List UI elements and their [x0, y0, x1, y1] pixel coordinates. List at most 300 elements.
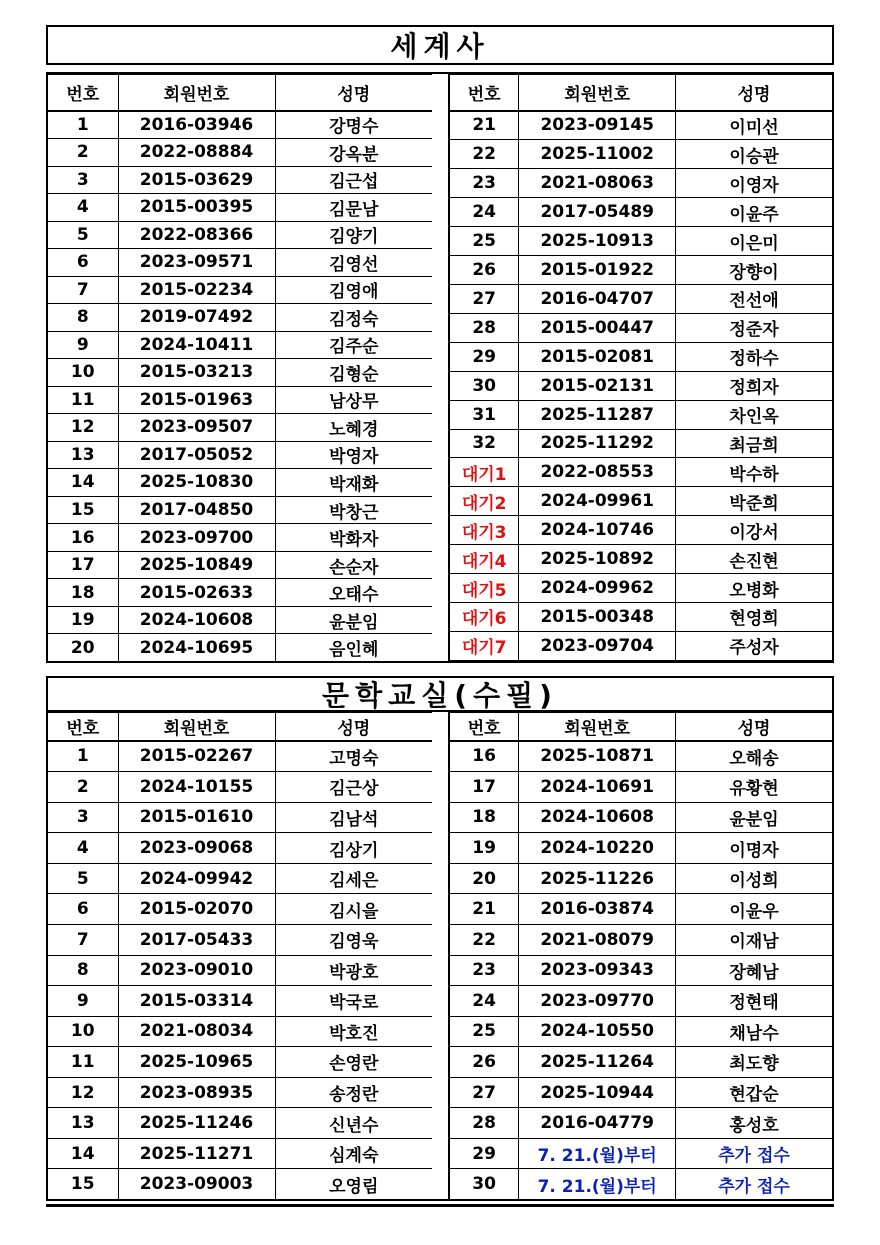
member-number: 2015-02633: [118, 579, 275, 607]
table-row: [449, 631, 832, 660]
row-number: 25: [449, 227, 519, 256]
row-number: 8: [48, 304, 118, 332]
member-number: 2025-10913: [519, 227, 676, 256]
table-row: [449, 285, 832, 314]
table-row: [48, 194, 432, 222]
row-number: 대기2: [449, 487, 519, 516]
row-number: 1: [48, 111, 118, 139]
row-number: 7: [48, 924, 118, 955]
member-number: 2021-08063: [519, 169, 676, 198]
member-name: 이미선: [676, 111, 832, 140]
member-name: 김문남: [275, 194, 432, 222]
table-row: [48, 802, 432, 833]
row-number: 대기6: [449, 602, 519, 631]
table-row: [449, 256, 832, 285]
row-number: 20: [48, 634, 118, 661]
member-number: 2025-11226: [519, 863, 676, 894]
table-row: [449, 342, 832, 371]
table-row: [48, 111, 432, 139]
table-row: [449, 140, 832, 169]
member-name: 박창근: [275, 496, 432, 524]
member-number: 2015-02081: [519, 342, 676, 371]
member-name: 음인혜: [275, 634, 432, 661]
member-name: 심계숙: [275, 1138, 432, 1169]
member-name: 현갑순: [676, 1077, 832, 1108]
row-number: 5: [48, 863, 118, 894]
table-row: [48, 741, 432, 772]
member-number: 2015-01963: [118, 386, 275, 414]
member-number: 2024-09961: [519, 487, 676, 516]
row-number: 23: [449, 169, 519, 198]
column-header: 번호: [449, 75, 519, 111]
row-number: 30: [449, 1169, 519, 1199]
member-number: 2015-00447: [519, 313, 676, 342]
column-header: 성명: [275, 713, 432, 741]
row-number: 대기7: [449, 631, 519, 660]
column-header: 회원번호: [519, 713, 676, 741]
member-number: 2023-09010: [118, 955, 275, 986]
member-number: 2025-11264: [519, 1047, 676, 1078]
member-name: 김양기: [275, 221, 432, 249]
member-number: 2025-10892: [519, 545, 676, 574]
row-number: 27: [449, 285, 519, 314]
section1-title: 세계사: [46, 25, 834, 65]
row-number: 9: [48, 331, 118, 359]
table-row: [48, 166, 432, 194]
member-name: 장향이: [676, 256, 832, 285]
table-row: [449, 1016, 832, 1047]
member-name: 김근섭: [275, 166, 432, 194]
member-number: 2015-00395: [118, 194, 275, 222]
member-name: 정준자: [676, 313, 832, 342]
member-number: 2017-05433: [118, 924, 275, 955]
column-header: 번호: [48, 713, 118, 741]
member-name: 손영란: [275, 1047, 432, 1078]
member-number: 2015-03629: [118, 166, 275, 194]
row-number: 12: [48, 1077, 118, 1108]
row-number: 14: [48, 1138, 118, 1169]
row-number: 12: [48, 414, 118, 442]
member-name: 이윤우: [676, 894, 832, 925]
member-number: 2023-09507: [118, 414, 275, 442]
row-number: 22: [449, 140, 519, 169]
member-name: 현영희: [676, 602, 832, 631]
row-number: 19: [48, 606, 118, 634]
member-number: 2015-02234: [118, 276, 275, 304]
table-row: [449, 955, 832, 986]
row-number: 4: [48, 833, 118, 864]
row-number: 18: [48, 579, 118, 607]
member-name: 추가 접수: [676, 1138, 832, 1169]
row-number: 7: [48, 276, 118, 304]
table-row: [449, 1138, 832, 1169]
row-number: 4: [48, 194, 118, 222]
member-name: 오영림: [275, 1169, 432, 1199]
table-row: [48, 139, 432, 167]
member-number: 2016-03946: [118, 111, 275, 139]
member-name: 주성자: [676, 631, 832, 660]
section2-title: 문학교실(수필): [46, 676, 834, 712]
table-row: [48, 1169, 432, 1199]
member-name: 박화자: [275, 524, 432, 552]
member-number: 2023-09343: [519, 955, 676, 986]
table-row: [48, 249, 432, 277]
section2-table: [46, 710, 834, 1201]
member-number: 2024-10746: [519, 516, 676, 545]
member-number: 2025-11287: [519, 400, 676, 429]
table-row: [449, 400, 832, 429]
member-number: 2021-08034: [118, 1016, 275, 1047]
member-number: 2024-10220: [519, 833, 676, 864]
member-name: 장혜남: [676, 955, 832, 986]
table-row: [48, 863, 432, 894]
table-row: [48, 359, 432, 387]
table-row: [48, 634, 432, 661]
member-number: 2017-05489: [519, 198, 676, 227]
member-name: 정희자: [676, 371, 832, 400]
member-number: 7. 21.(월)부터: [519, 1169, 676, 1199]
row-number: 17: [449, 772, 519, 803]
member-number: 2022-08553: [519, 458, 676, 487]
row-number: 16: [449, 741, 519, 772]
member-number: 2019-07492: [118, 304, 275, 332]
row-number: 24: [449, 198, 519, 227]
table-row: [48, 221, 432, 249]
member-number: 2024-10608: [519, 802, 676, 833]
table-row: [48, 606, 432, 634]
member-name: 손진현: [676, 545, 832, 574]
column-header: 성명: [676, 75, 832, 111]
member-number: 2023-09700: [118, 524, 275, 552]
member-name: 유황현: [676, 772, 832, 803]
row-number: 대기5: [449, 574, 519, 603]
row-number: 26: [449, 256, 519, 285]
member-number: 2015-02070: [118, 894, 275, 925]
row-number: 32: [449, 429, 519, 458]
table-row: [48, 955, 432, 986]
row-number: [449, 660, 519, 661]
member-name: 이승관: [676, 140, 832, 169]
column-header: 성명: [275, 75, 432, 111]
row-number: 17: [48, 551, 118, 579]
row-number: 16: [48, 524, 118, 552]
bottom-rule: [46, 1204, 834, 1207]
member-number: 2017-05052: [118, 441, 275, 469]
member-name: 신년수: [275, 1108, 432, 1139]
row-number: 대기1: [449, 458, 519, 487]
member-name: 김영욱: [275, 924, 432, 955]
member-name: 김영애: [275, 276, 432, 304]
table-row: [449, 111, 832, 140]
row-number: 26: [449, 1047, 519, 1078]
table-row: [48, 772, 432, 803]
member-name: 강옥분: [275, 139, 432, 167]
member-number: 2022-08366: [118, 221, 275, 249]
row-number: 21: [449, 111, 519, 140]
row-number: 28: [449, 313, 519, 342]
member-name: 이윤주: [676, 198, 832, 227]
member-name: 남상무: [275, 386, 432, 414]
section1-table: [46, 72, 834, 663]
member-number: 2025-10871: [519, 741, 676, 772]
section2-right-table: [448, 712, 832, 1199]
table-row: [449, 429, 832, 458]
column-header: 회원번호: [519, 75, 676, 111]
table-row: [449, 924, 832, 955]
table-row: [48, 276, 432, 304]
row-number: 31: [449, 400, 519, 429]
table-row: [449, 894, 832, 925]
section1-right-table: [448, 74, 832, 661]
member-name: 이명자: [676, 833, 832, 864]
member-number: 2015-03213: [118, 359, 275, 387]
table-row: [48, 469, 432, 497]
table-row: [48, 496, 432, 524]
member-name: 정현태: [676, 986, 832, 1017]
table-row: [449, 458, 832, 487]
table-row: [48, 894, 432, 925]
table-row: [48, 1138, 432, 1169]
row-number: 10: [48, 1016, 118, 1047]
member-number: 2025-10965: [118, 1047, 275, 1078]
table-row: [48, 1077, 432, 1108]
member-number: 2025-11271: [118, 1138, 275, 1169]
table-row: [48, 986, 432, 1017]
member-name: 송정란: [275, 1077, 432, 1108]
row-number: 30: [449, 371, 519, 400]
table-row: [449, 863, 832, 894]
member-name: 채남수: [676, 1016, 832, 1047]
table-row: [449, 802, 832, 833]
member-name: 김시을: [275, 894, 432, 925]
table-row: [48, 1016, 432, 1047]
row-number: 18: [449, 802, 519, 833]
member-number: 2015-03314: [118, 986, 275, 1017]
member-name: 손순자: [275, 551, 432, 579]
row-number: 29: [449, 1138, 519, 1169]
member-number: 2024-10550: [519, 1016, 676, 1047]
member-name: 윤분임: [676, 802, 832, 833]
member-name: 박영자: [275, 441, 432, 469]
member-number: 2025-10849: [118, 551, 275, 579]
member-number: 2016-04779: [519, 1108, 676, 1139]
member-name: 이재남: [676, 924, 832, 955]
member-name: 김영선: [275, 249, 432, 277]
row-number: 5: [48, 221, 118, 249]
row-number: 13: [48, 1108, 118, 1139]
member-name: 김형순: [275, 359, 432, 387]
member-number: 2015-00348: [519, 602, 676, 631]
table-row: [449, 1047, 832, 1078]
member-number: 2015-02267: [118, 741, 275, 772]
table-row: [449, 371, 832, 400]
member-name: 김주순: [275, 331, 432, 359]
member-number: 2023-09003: [118, 1169, 275, 1199]
table-row: [449, 574, 832, 603]
column-header: 회원번호: [118, 75, 275, 111]
row-number: 19: [449, 833, 519, 864]
row-number: 21: [449, 894, 519, 925]
member-number: 2023-09770: [519, 986, 676, 1017]
member-number: 2025-11292: [519, 429, 676, 458]
row-number: 11: [48, 1047, 118, 1078]
member-name: 추가 접수: [676, 1169, 832, 1199]
member-number: 2023-09145: [519, 111, 676, 140]
row-number: 2: [48, 139, 118, 167]
row-number: 대기3: [449, 516, 519, 545]
row-number: 24: [449, 986, 519, 1017]
row-number: 25: [449, 1016, 519, 1047]
member-name: 최도향: [676, 1047, 832, 1078]
member-name: 오병화: [676, 574, 832, 603]
member-name: 전선애: [676, 285, 832, 314]
member-number: 2025-10944: [519, 1077, 676, 1108]
member-number: 2025-10830: [118, 469, 275, 497]
member-number: 2024-10155: [118, 772, 275, 803]
member-name: 이성희: [676, 863, 832, 894]
table-row: [449, 169, 832, 198]
member-name: 오해송: [676, 741, 832, 772]
column-header: 성명: [676, 713, 832, 741]
member-name: 정하수: [676, 342, 832, 371]
table-row: [449, 198, 832, 227]
table-row: [449, 1108, 832, 1139]
table-row: [449, 1169, 832, 1199]
member-number: 2023-08935: [118, 1077, 275, 1108]
member-name: 김남석: [275, 802, 432, 833]
table-row: [449, 1077, 832, 1108]
row-number: 15: [48, 1169, 118, 1199]
member-number: 2024-10691: [519, 772, 676, 803]
member-name: 박수하: [676, 458, 832, 487]
member-name: 노혜경: [275, 414, 432, 442]
table-row: [48, 924, 432, 955]
row-number: 22: [449, 924, 519, 955]
row-number: 8: [48, 955, 118, 986]
member-name: 김세은: [275, 863, 432, 894]
member-number: 2017-04850: [118, 496, 275, 524]
member-name: 박국로: [275, 986, 432, 1017]
row-number: 20: [449, 863, 519, 894]
row-number: 10: [48, 359, 118, 387]
row-number: 14: [48, 469, 118, 497]
member-name: 이은미: [676, 227, 832, 256]
member-name: 강명수: [275, 111, 432, 139]
member-number: 2024-10608: [118, 606, 275, 634]
member-number: 2024-09942: [118, 863, 275, 894]
table-row: [449, 833, 832, 864]
table-row: [48, 833, 432, 864]
table-row: [48, 441, 432, 469]
row-number: 3: [48, 802, 118, 833]
table-row: [449, 741, 832, 772]
member-name: 고명숙: [275, 741, 432, 772]
table-row: [48, 386, 432, 414]
section1-left-table: [48, 74, 432, 661]
table-row: [48, 524, 432, 552]
member-number: 2015-01610: [118, 802, 275, 833]
member-number: 2024-09962: [519, 574, 676, 603]
row-number: 대기4: [449, 545, 519, 574]
member-name: 차인옥: [676, 400, 832, 429]
column-header: 번호: [449, 713, 519, 741]
row-number: 2: [48, 772, 118, 803]
member-name: 박재화: [275, 469, 432, 497]
row-number: 1: [48, 741, 118, 772]
row-number: 9: [48, 986, 118, 1017]
table-row: [48, 304, 432, 332]
table-row: [449, 602, 832, 631]
member-name: 김상기: [275, 833, 432, 864]
row-number: 6: [48, 894, 118, 925]
table-row: [449, 487, 832, 516]
member-name: 홍성호: [676, 1108, 832, 1139]
member-number: 2023-09571: [118, 249, 275, 277]
row-number: 28: [449, 1108, 519, 1139]
member-number: 2022-08884: [118, 139, 275, 167]
table-row: [48, 551, 432, 579]
member-number: 2016-04707: [519, 285, 676, 314]
member-number: [519, 660, 676, 661]
member-name: 김정숙: [275, 304, 432, 332]
member-number: 7. 21.(월)부터: [519, 1138, 676, 1169]
member-number: 2025-11246: [118, 1108, 275, 1139]
member-number: 2023-09068: [118, 833, 275, 864]
member-name: 박호진: [275, 1016, 432, 1047]
member-number: 2024-10695: [118, 634, 275, 661]
row-number: 29: [449, 342, 519, 371]
member-name: [676, 660, 832, 661]
row-number: 13: [48, 441, 118, 469]
member-name: 김근상: [275, 772, 432, 803]
table-row: [48, 331, 432, 359]
table-row: [449, 227, 832, 256]
member-name: 박준희: [676, 487, 832, 516]
row-number: 23: [449, 955, 519, 986]
member-number: 2024-10411: [118, 331, 275, 359]
member-number: 2021-08079: [519, 924, 676, 955]
row-number: 6: [48, 249, 118, 277]
table-row: [48, 579, 432, 607]
member-number: 2015-02131: [519, 371, 676, 400]
table-row: [48, 1047, 432, 1078]
table-row: [449, 516, 832, 545]
table-row: [449, 986, 832, 1017]
column-header: 번호: [48, 75, 118, 111]
member-name: 이강서: [676, 516, 832, 545]
member-name: 윤분임: [275, 606, 432, 634]
member-name: 이영자: [676, 169, 832, 198]
member-name: 오태수: [275, 579, 432, 607]
member-number: 2025-11002: [519, 140, 676, 169]
row-number: 11: [48, 386, 118, 414]
member-number: 2016-03874: [519, 894, 676, 925]
table-row: [48, 1108, 432, 1139]
row-number: 15: [48, 496, 118, 524]
member-number: 2015-01922: [519, 256, 676, 285]
member-number: 2023-09704: [519, 631, 676, 660]
row-number: 27: [449, 1077, 519, 1108]
table-row: [449, 313, 832, 342]
section2-left-table: [48, 712, 432, 1199]
row-number: 3: [48, 166, 118, 194]
table-row: [449, 772, 832, 803]
member-name: 박광호: [275, 955, 432, 986]
member-name: 최금희: [676, 429, 832, 458]
table-row: [449, 660, 832, 661]
table-row: [48, 414, 432, 442]
table-row: [449, 545, 832, 574]
